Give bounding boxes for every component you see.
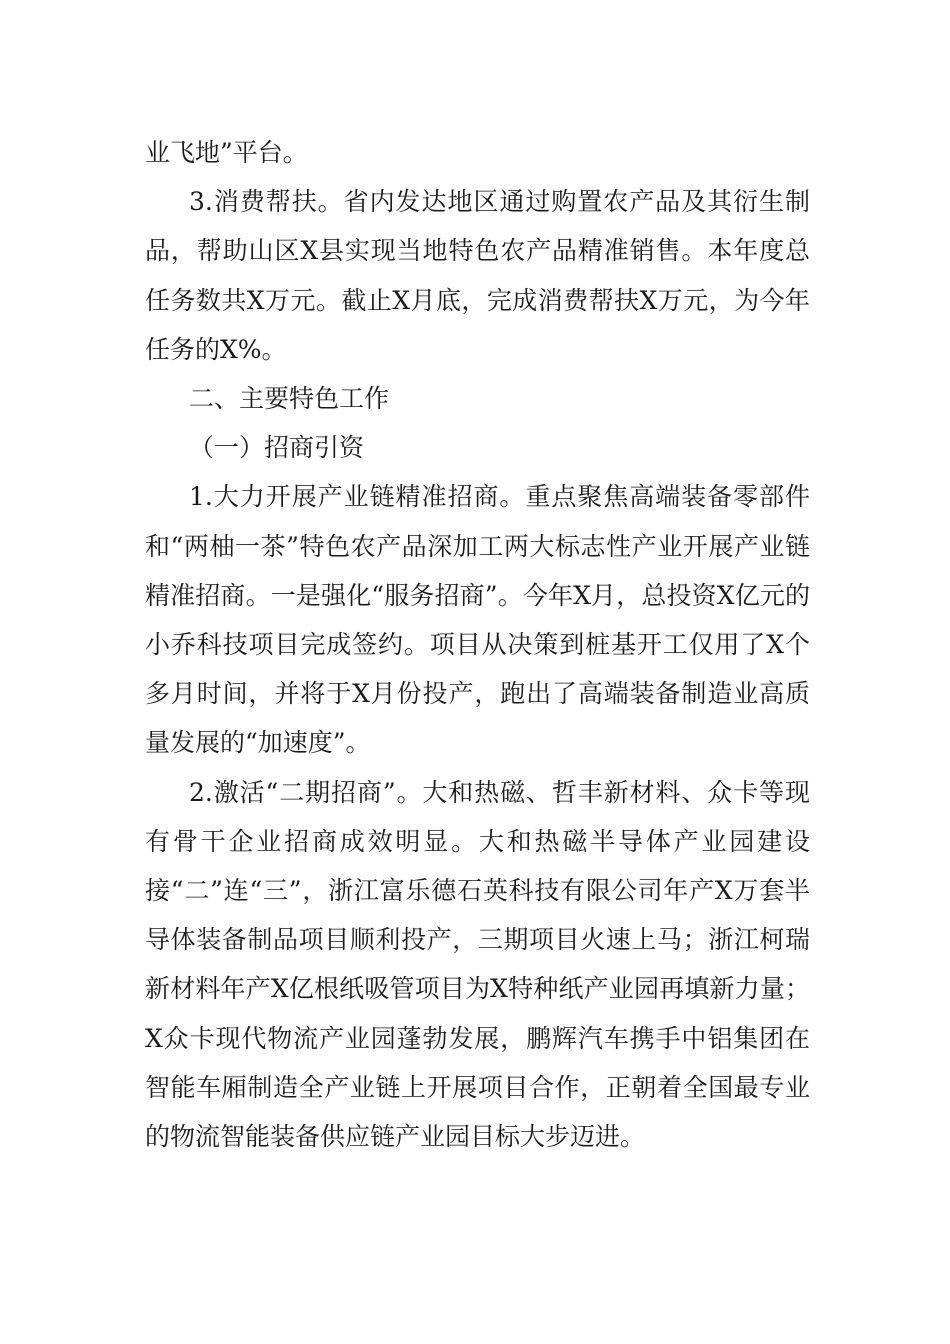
subsection-heading-investment: （一）招商引资 (189, 433, 365, 463)
paragraph-second-phase-investment: 2.激活“二期招商”。大和热磁、哲丰新材料、众卡等现有骨干企业招商成效明显。大和热磁半导体产业园建设接“二”连“三”，浙江富乐德石英科技有限公司年产X万套半导体装备制品项目顺利投产，三期项目火速上马；浙江柯瑞新材料年产X亿根纸吸管项目为X特种纸产业园再填新力量；X众卡现代物流产业园蓬勃发展，鹏辉汽车携手中铝集团在智能车厢制造全产业链上开展项目合作，正朝着全国最专业的物流智能装备供应链产业园目标大步迈进。 (145, 777, 810, 1152)
paragraph-consumption-assistance: 3.消费帮扶。省内发达地区通过购置农产品及其衍生制品，帮助山区X县实现当地特色农产品精准销售。本年度总任务数共X万元。截止X月底，完成消费帮扶X万元，为今年任务的X%。 (145, 187, 810, 364)
paragraph-continuation: 业飞地”平台。 (145, 138, 308, 167)
paragraph-industry-chain-investment: 1.大力开展产业链精准招商。重点聚焦高端装备零部件和“两柚一茶”特色农产品深加工两大标志性产业开展产业链精准招商。一是强化“服务招商”。今年X月，总投资X亿元的小乔科技项目完成签约。项目从决策到桩基开工仅用了X个多月时间，并将于X月份投产，跑出了高端装备制造业高质量发展的“加速度”。 (145, 482, 810, 758)
document-body (145, 128, 810, 1161)
section-heading-main-features: 二、主要特色工作 (189, 384, 390, 414)
